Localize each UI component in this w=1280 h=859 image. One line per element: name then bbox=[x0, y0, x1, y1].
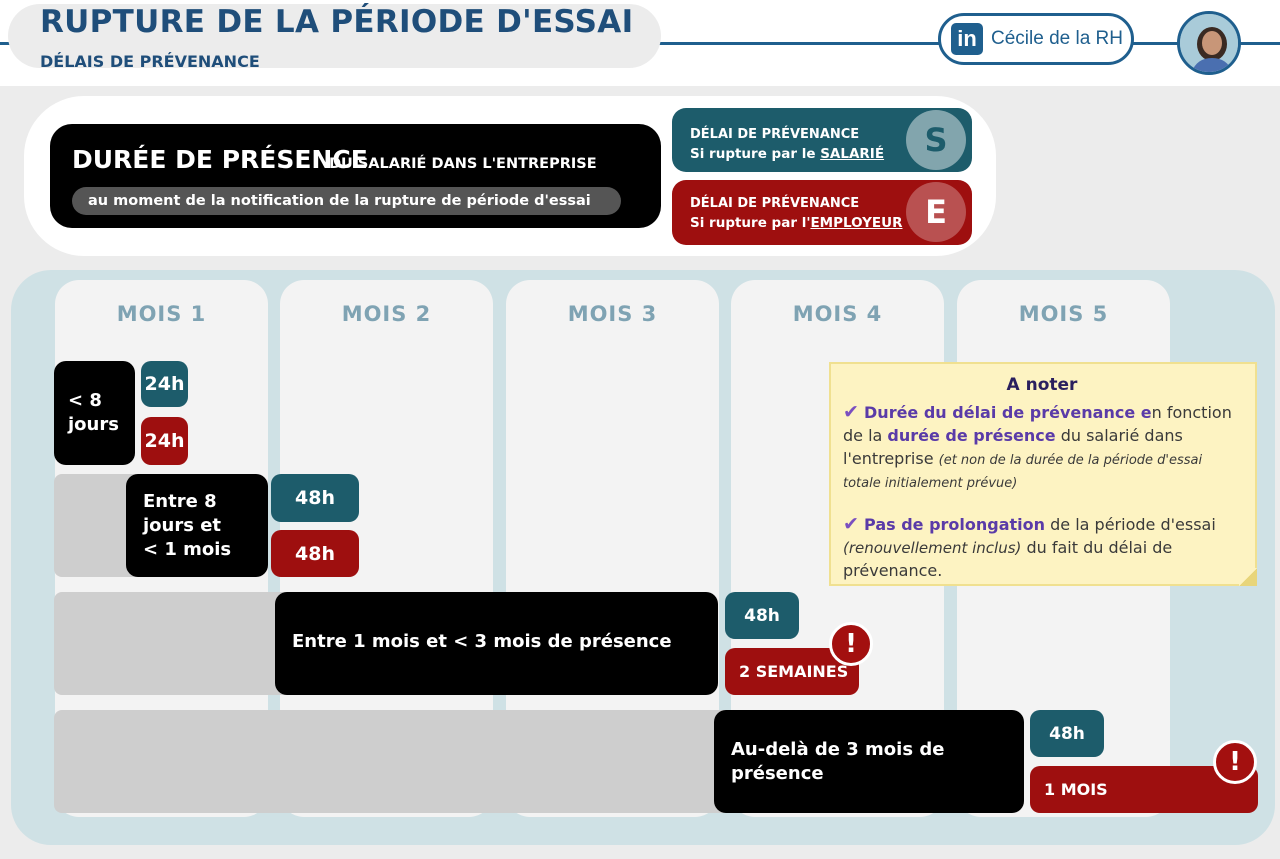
row-2-label-line-3: < 1 mois bbox=[143, 539, 232, 560]
note-point-2 bbox=[843, 513, 1241, 582]
note-p1-italic: (et non de la durée de la période d'essai totale initialement prévue) bbox=[843, 453, 1203, 491]
month-label-4: MOIS 4 bbox=[792, 302, 883, 326]
note-p1-text-1: n fonction de la bbox=[843, 403, 1232, 445]
month-label-1: MOIS 1 bbox=[116, 302, 207, 326]
page-subtitle: DÉLAIS DE PRÉVENANCE bbox=[40, 52, 260, 71]
row-3-salarie-delay: 48h bbox=[725, 592, 799, 639]
note-p1-bold-2: durée de présence bbox=[887, 426, 1056, 445]
note-title: A noter bbox=[1006, 375, 1078, 395]
row-2-employeur-delay: 48h bbox=[271, 530, 359, 577]
row-4-salarie-delay: 48h bbox=[1030, 710, 1104, 757]
row-1-salarie-delay: 24h bbox=[141, 361, 188, 407]
legend-employeur-title: DÉLAI DE PRÉVENANCE bbox=[690, 196, 860, 211]
legend-salarie bbox=[672, 108, 972, 172]
row-4-label-line-1: Au-delà de 3 mois de bbox=[731, 739, 945, 760]
month-label-2: MOIS 2 bbox=[341, 302, 432, 326]
legend-employeur-sub-highlight: EMPLOYEUR bbox=[810, 215, 903, 231]
presence-title: DURÉE DE PRÉSENCE bbox=[72, 145, 368, 174]
note-p2-italic: (renouvellement inclus) bbox=[843, 539, 1022, 557]
row-4-label-line-2: présence bbox=[731, 763, 824, 784]
author-name: Cécile de la RH bbox=[991, 28, 1123, 49]
check-icon: ✔ bbox=[843, 513, 859, 535]
row-2-label bbox=[126, 474, 268, 577]
note-fold-corner bbox=[1239, 568, 1257, 586]
row-4-employeur-delay: 1 MOIS bbox=[1030, 766, 1258, 813]
legend-salarie-sub-prefix: Si rupture par le bbox=[690, 146, 821, 162]
row-2-label-line-1: Entre 8 bbox=[143, 491, 217, 512]
presence-subtitle: au moment de la notification de la rupture de période d'essai bbox=[72, 187, 621, 215]
legend-employeur-sub-prefix: Si rupture par l' bbox=[690, 215, 811, 231]
note-p1-bold-1: Durée du délai de prévenance e bbox=[864, 403, 1152, 422]
row-3-elapsed-bar bbox=[54, 592, 294, 695]
legend-employeur bbox=[672, 180, 972, 245]
linkedin-icon: in bbox=[951, 23, 983, 55]
legend-salarie-title: DÉLAI DE PRÉVENANCE bbox=[690, 127, 860, 142]
row-1-label-line-1: < 8 bbox=[68, 390, 102, 411]
row-2-salarie-delay: 48h bbox=[271, 474, 359, 522]
note-p2-bold: Pas de prolongation bbox=[864, 515, 1046, 534]
check-icon: ✔ bbox=[843, 401, 859, 423]
legend-salarie-letter: S bbox=[906, 110, 966, 170]
row-4-elapsed-bar bbox=[54, 710, 734, 813]
avatar bbox=[1177, 11, 1241, 75]
row-1-employeur-delay: 24h bbox=[141, 417, 188, 465]
row-2-label-line-2: jours et bbox=[143, 515, 222, 536]
row-4-alert-icon: ! bbox=[1213, 740, 1257, 784]
legend-salarie-sub-highlight: SALARIÉ bbox=[820, 146, 885, 162]
row-3-employeur-delay: 2 SEMAINES bbox=[725, 648, 859, 695]
row-3-alert-icon: ! bbox=[829, 622, 873, 666]
row-3-label: Entre 1 mois et < 3 mois de présence bbox=[275, 592, 718, 695]
legend-employeur-letter: E bbox=[906, 182, 966, 242]
page-title: RUPTURE DE LA PÉRIODE D'ESSAI bbox=[40, 4, 634, 40]
note-p2-text-2: du fait du délai de prévenance. bbox=[843, 538, 1173, 580]
linkedin-badge[interactable] bbox=[938, 13, 1134, 65]
note-card bbox=[829, 362, 1257, 586]
row-1-label bbox=[54, 361, 135, 465]
note-point-1 bbox=[843, 401, 1241, 493]
note-p1-text-2: du salarié dans l'entreprise bbox=[843, 426, 1183, 468]
presence-title-suffix: DU SALARIÉ DANS L'ENTREPRISE bbox=[329, 156, 597, 172]
month-label-5: MOIS 5 bbox=[1018, 302, 1109, 326]
row-4-label bbox=[714, 710, 1024, 813]
note-p2-text-1: de la période d'essai bbox=[1045, 515, 1216, 534]
month-label-3: MOIS 3 bbox=[567, 302, 658, 326]
row-1-label-line-2: jours bbox=[68, 414, 119, 435]
